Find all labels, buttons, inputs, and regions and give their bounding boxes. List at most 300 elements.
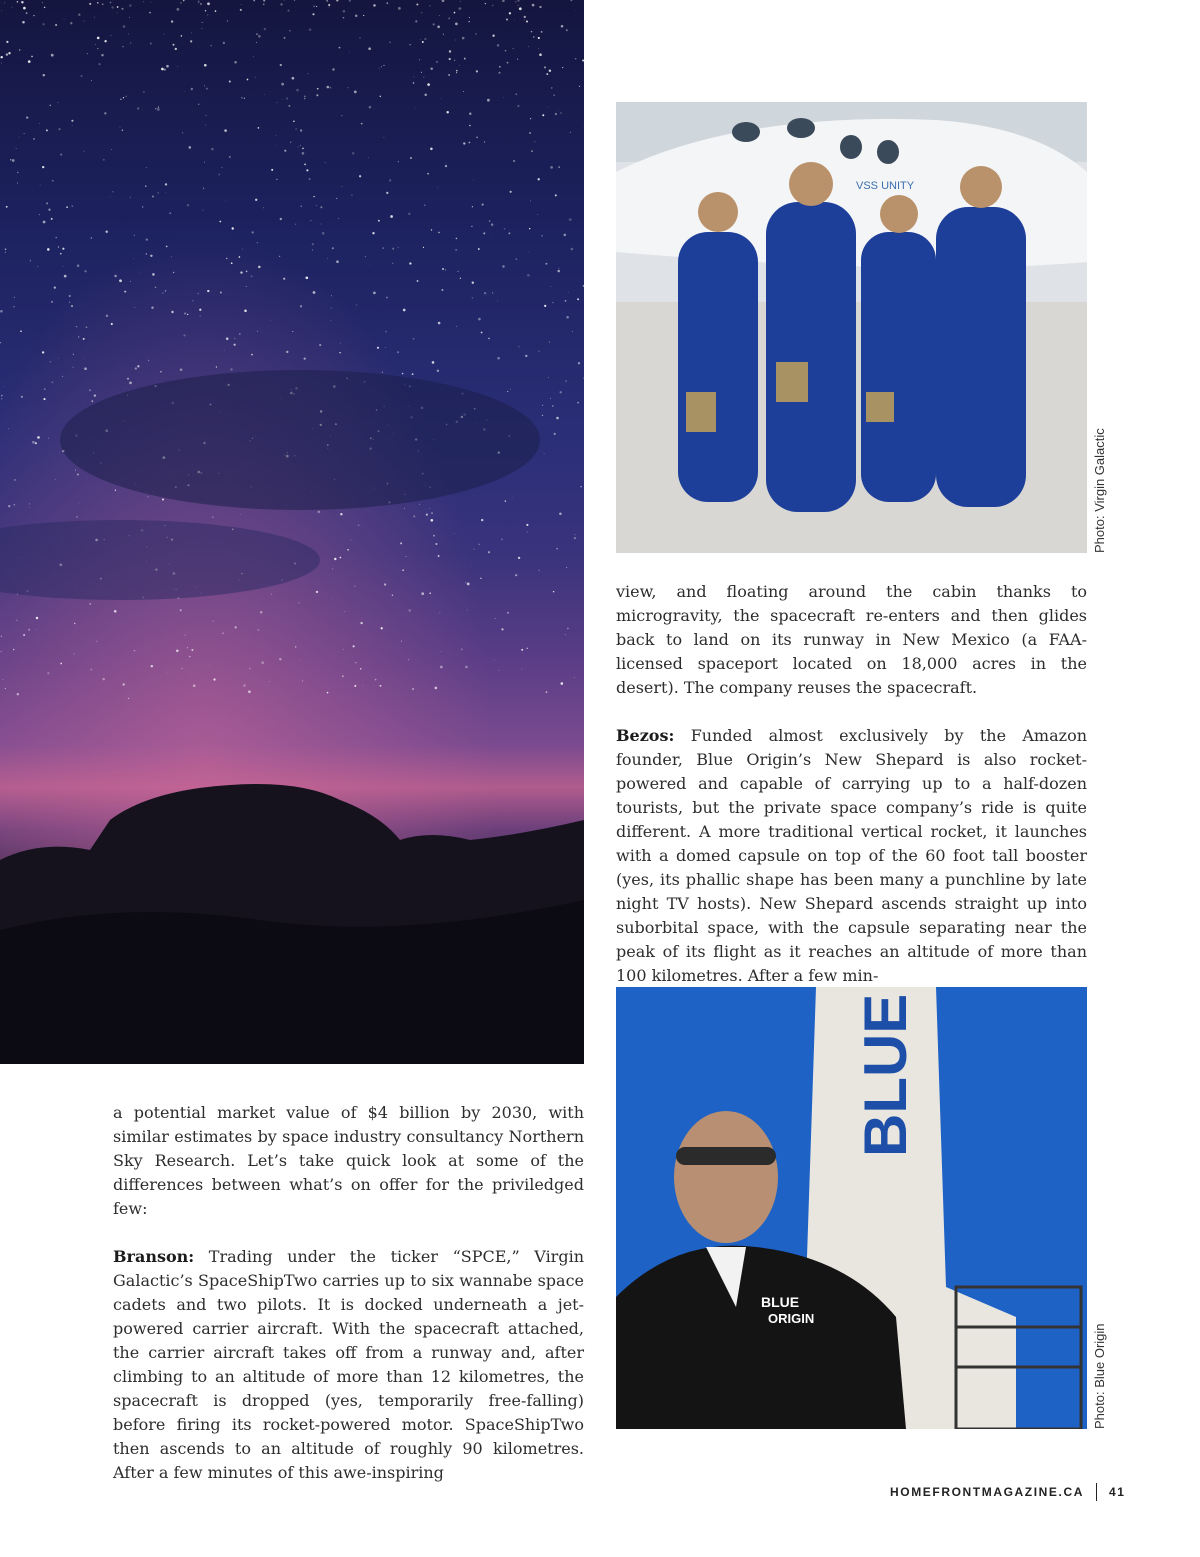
star — [122, 129, 124, 131]
star — [344, 611, 345, 612]
star — [389, 42, 390, 43]
star — [515, 93, 517, 95]
star — [497, 357, 500, 360]
star — [530, 118, 531, 119]
star — [32, 441, 35, 444]
star — [89, 389, 91, 391]
star — [111, 323, 113, 325]
star — [430, 67, 432, 69]
star — [413, 515, 415, 517]
star — [429, 593, 430, 594]
star — [227, 20, 228, 21]
star — [309, 178, 311, 180]
star — [192, 300, 193, 301]
star — [234, 338, 235, 339]
star — [91, 80, 92, 81]
star — [527, 532, 528, 533]
star — [347, 87, 348, 88]
star — [340, 513, 342, 515]
star — [290, 142, 291, 143]
star — [386, 297, 388, 299]
star — [284, 37, 286, 39]
star — [148, 360, 150, 362]
star — [70, 22, 72, 24]
star — [102, 3, 104, 5]
star — [431, 229, 432, 230]
star — [84, 21, 85, 22]
star — [3, 679, 4, 680]
star — [542, 415, 543, 416]
star — [454, 60, 455, 61]
night-sky-photo — [0, 0, 584, 1064]
star — [476, 136, 478, 138]
star — [271, 594, 272, 595]
star — [183, 0, 184, 1]
star — [383, 65, 384, 66]
virgin-galactic-crew-photo — [616, 102, 1087, 553]
star — [8, 52, 10, 54]
star — [121, 8, 123, 10]
star — [539, 6, 541, 8]
star — [47, 672, 49, 674]
star — [206, 88, 208, 90]
star — [253, 56, 254, 57]
star — [498, 72, 500, 74]
star — [40, 184, 41, 185]
star — [23, 634, 25, 636]
star — [402, 373, 404, 375]
star — [475, 33, 477, 35]
star — [355, 14, 358, 17]
star — [419, 59, 420, 60]
star — [531, 31, 533, 32]
star — [517, 59, 518, 60]
star — [187, 647, 188, 648]
star — [286, 97, 288, 99]
star — [212, 517, 213, 518]
star — [556, 417, 559, 420]
star — [525, 355, 527, 357]
star — [122, 46, 124, 48]
star — [331, 295, 332, 296]
star — [544, 453, 545, 454]
star — [386, 192, 388, 194]
star — [413, 82, 414, 83]
star — [359, 37, 361, 39]
jacket-logo-line-1: BLUE — [761, 1294, 800, 1310]
star — [527, 274, 530, 277]
star — [352, 152, 354, 154]
star — [408, 213, 410, 215]
star — [460, 1, 461, 2]
star — [26, 12, 28, 14]
star — [204, 64, 207, 67]
star — [308, 73, 309, 74]
star — [440, 98, 441, 99]
star — [338, 218, 339, 219]
star — [246, 286, 247, 287]
star — [368, 47, 371, 50]
star — [296, 89, 299, 92]
star — [283, 278, 285, 280]
star — [481, 519, 483, 521]
star — [422, 41, 424, 43]
star — [264, 28, 266, 30]
star — [438, 322, 441, 325]
star — [336, 198, 337, 199]
star — [10, 159, 11, 160]
star — [114, 610, 117, 613]
star — [445, 269, 446, 270]
star — [201, 96, 202, 97]
star — [489, 220, 491, 222]
star — [302, 148, 304, 150]
star — [316, 205, 317, 206]
star — [456, 238, 458, 240]
star — [507, 391, 508, 392]
star — [24, 133, 25, 134]
star — [583, 126, 584, 127]
star — [0, 56, 2, 58]
star — [420, 39, 421, 40]
star — [161, 68, 164, 71]
star — [554, 95, 555, 96]
star — [341, 115, 342, 116]
star — [501, 538, 503, 540]
star — [469, 113, 471, 115]
star — [64, 275, 67, 278]
star — [270, 320, 271, 321]
star — [102, 678, 104, 680]
star — [566, 316, 569, 319]
star — [526, 524, 528, 526]
star — [103, 675, 104, 676]
star — [326, 0, 327, 1]
star — [134, 650, 136, 652]
star — [501, 628, 503, 630]
star — [578, 362, 580, 364]
star — [340, 557, 342, 559]
star — [575, 534, 576, 535]
star — [295, 128, 296, 129]
star — [342, 186, 343, 187]
star — [216, 366, 217, 367]
star — [6, 41, 8, 43]
star — [124, 291, 126, 293]
star — [575, 10, 576, 11]
star — [37, 436, 40, 439]
star — [90, 669, 92, 671]
star — [243, 684, 245, 686]
star — [257, 242, 258, 243]
star — [198, 2, 199, 3]
star — [415, 20, 417, 22]
star — [191, 88, 193, 90]
star — [78, 336, 79, 337]
star — [91, 400, 93, 402]
star — [469, 17, 470, 18]
star — [98, 63, 100, 65]
star — [454, 533, 455, 534]
star — [431, 512, 433, 514]
star — [252, 231, 254, 233]
star — [521, 649, 523, 651]
star — [143, 91, 144, 92]
star — [276, 179, 277, 180]
star — [91, 237, 93, 239]
star — [0, 651, 1, 652]
star — [277, 102, 278, 103]
photo-credit-crew: Photo: Virgin Galactic — [1092, 428, 1107, 553]
star — [507, 62, 509, 64]
rocket-logo-text: BLUE — [852, 993, 919, 1157]
star — [165, 192, 166, 193]
star — [94, 17, 95, 18]
star — [242, 249, 243, 250]
star — [433, 535, 435, 537]
star — [405, 556, 406, 557]
star — [31, 56, 33, 58]
star — [193, 684, 196, 687]
star — [22, 21, 25, 24]
star — [143, 1, 144, 2]
star — [556, 548, 557, 549]
star — [555, 113, 557, 115]
star — [412, 688, 414, 690]
star — [421, 592, 424, 595]
star — [443, 34, 444, 35]
star — [295, 224, 296, 225]
star — [52, 381, 54, 383]
star — [467, 583, 470, 586]
star — [409, 609, 411, 611]
star — [288, 105, 290, 107]
star — [129, 382, 132, 385]
paragraph — [616, 580, 1087, 700]
star — [14, 297, 15, 298]
star — [292, 77, 295, 80]
star — [472, 206, 473, 207]
star — [427, 83, 430, 86]
star — [115, 490, 116, 491]
star — [432, 361, 435, 364]
star — [561, 25, 564, 28]
star — [21, 1, 23, 3]
star — [44, 388, 46, 390]
star — [476, 70, 478, 72]
star — [146, 167, 147, 168]
star — [184, 634, 185, 635]
star — [514, 19, 515, 20]
star — [151, 306, 153, 308]
star — [13, 504, 15, 506]
star — [14, 479, 15, 480]
star — [305, 276, 308, 279]
star — [42, 2, 43, 3]
star — [442, 268, 444, 270]
star — [0, 342, 1, 343]
star — [497, 44, 499, 46]
star — [550, 398, 551, 399]
star — [577, 402, 579, 404]
star — [46, 202, 48, 204]
star — [203, 188, 204, 189]
star — [54, 286, 56, 288]
star — [487, 99, 490, 102]
star — [207, 2, 210, 5]
star — [192, 673, 193, 674]
star — [293, 120, 295, 122]
star — [515, 574, 517, 576]
star — [16, 148, 17, 149]
star — [488, 338, 489, 339]
star — [1, 63, 2, 64]
star — [503, 97, 504, 98]
star — [202, 22, 203, 23]
star — [251, 354, 253, 356]
footer-site: HOMEFRONTMAGAZINE.CA — [890, 1485, 1084, 1499]
star — [198, 0, 200, 2]
star — [441, 289, 443, 291]
star — [135, 367, 137, 369]
star — [275, 135, 276, 136]
star — [456, 70, 458, 72]
star — [190, 40, 192, 42]
star — [524, 19, 525, 20]
star — [234, 61, 237, 64]
star — [302, 680, 303, 681]
star — [546, 691, 548, 693]
star — [130, 42, 132, 44]
star — [494, 660, 495, 661]
star — [426, 513, 428, 515]
star — [224, 129, 227, 132]
star — [36, 629, 37, 630]
star — [413, 76, 414, 77]
star — [51, 54, 54, 57]
star — [263, 207, 264, 208]
star — [205, 10, 206, 11]
star — [84, 270, 86, 272]
star — [96, 641, 97, 642]
star — [213, 621, 214, 622]
crew-photo-illustration — [616, 102, 1087, 553]
star — [488, 551, 490, 553]
star — [60, 154, 62, 156]
star — [484, 141, 485, 142]
star — [471, 566, 472, 567]
star — [58, 358, 59, 359]
star — [504, 228, 506, 230]
star — [499, 670, 500, 671]
star — [508, 232, 510, 234]
star — [289, 30, 291, 32]
star — [97, 2, 98, 3]
star — [76, 326, 77, 327]
star — [62, 376, 63, 377]
star — [437, 187, 438, 188]
star — [383, 137, 384, 138]
star — [234, 626, 236, 628]
star — [111, 6, 113, 8]
star — [17, 183, 18, 184]
star — [455, 39, 456, 40]
star — [219, 221, 221, 223]
star — [165, 183, 167, 185]
star — [281, 83, 284, 86]
star — [77, 264, 80, 267]
star — [313, 5, 315, 7]
star — [71, 305, 73, 307]
star — [17, 1, 19, 3]
star — [449, 58, 451, 60]
star — [157, 108, 160, 111]
star — [449, 50, 451, 52]
star — [58, 102, 59, 103]
star — [20, 330, 22, 332]
paragraph-text: view, and floating around the cabin thanks to microgravity, the spacecraft re-enters and then glides back to land on its runway in New Mexico (a FAA-licensed spaceport located on 18,000 acres in the desert). The company reuses the spacecraft. — [616, 582, 1087, 697]
star — [479, 544, 480, 545]
star — [423, 76, 424, 77]
star — [257, 629, 259, 631]
star — [81, 75, 83, 77]
night-sky-illustration — [0, 0, 584, 1064]
star — [240, 271, 242, 273]
star — [33, 15, 34, 16]
star — [340, 343, 341, 344]
star — [140, 273, 141, 274]
star — [275, 145, 276, 146]
star — [370, 264, 371, 265]
star — [200, 3, 202, 5]
star — [64, 19, 65, 20]
paragraph — [616, 724, 1087, 988]
star — [468, 21, 469, 22]
star — [557, 270, 560, 273]
star — [4, 386, 5, 387]
star — [79, 305, 80, 306]
star — [316, 591, 318, 593]
star — [4, 3, 5, 4]
star — [534, 141, 535, 142]
star — [513, 160, 515, 162]
star — [187, 314, 188, 315]
star — [260, 611, 263, 614]
paragraph-text: a potential market value of $4 billion by 2030, with similar estimates by space industry consultancy Northern Sky Research. Let’s take quick look at some of the differences between what’s on offer for the priviledged few: — [113, 1103, 584, 1218]
star — [114, 275, 116, 277]
star — [5, 248, 7, 250]
star — [362, 685, 363, 686]
star — [555, 194, 557, 196]
star — [430, 148, 433, 151]
star — [313, 196, 314, 197]
star — [343, 10, 346, 13]
star — [329, 87, 331, 89]
star — [561, 682, 564, 685]
star — [133, 258, 134, 259]
star — [541, 235, 543, 237]
star — [97, 48, 98, 49]
star — [26, 116, 28, 118]
star — [332, 68, 334, 70]
star — [279, 256, 280, 257]
star — [354, 586, 355, 587]
star — [495, 618, 496, 619]
star — [358, 524, 360, 526]
star — [569, 218, 572, 221]
star — [83, 338, 85, 340]
star — [334, 558, 336, 560]
